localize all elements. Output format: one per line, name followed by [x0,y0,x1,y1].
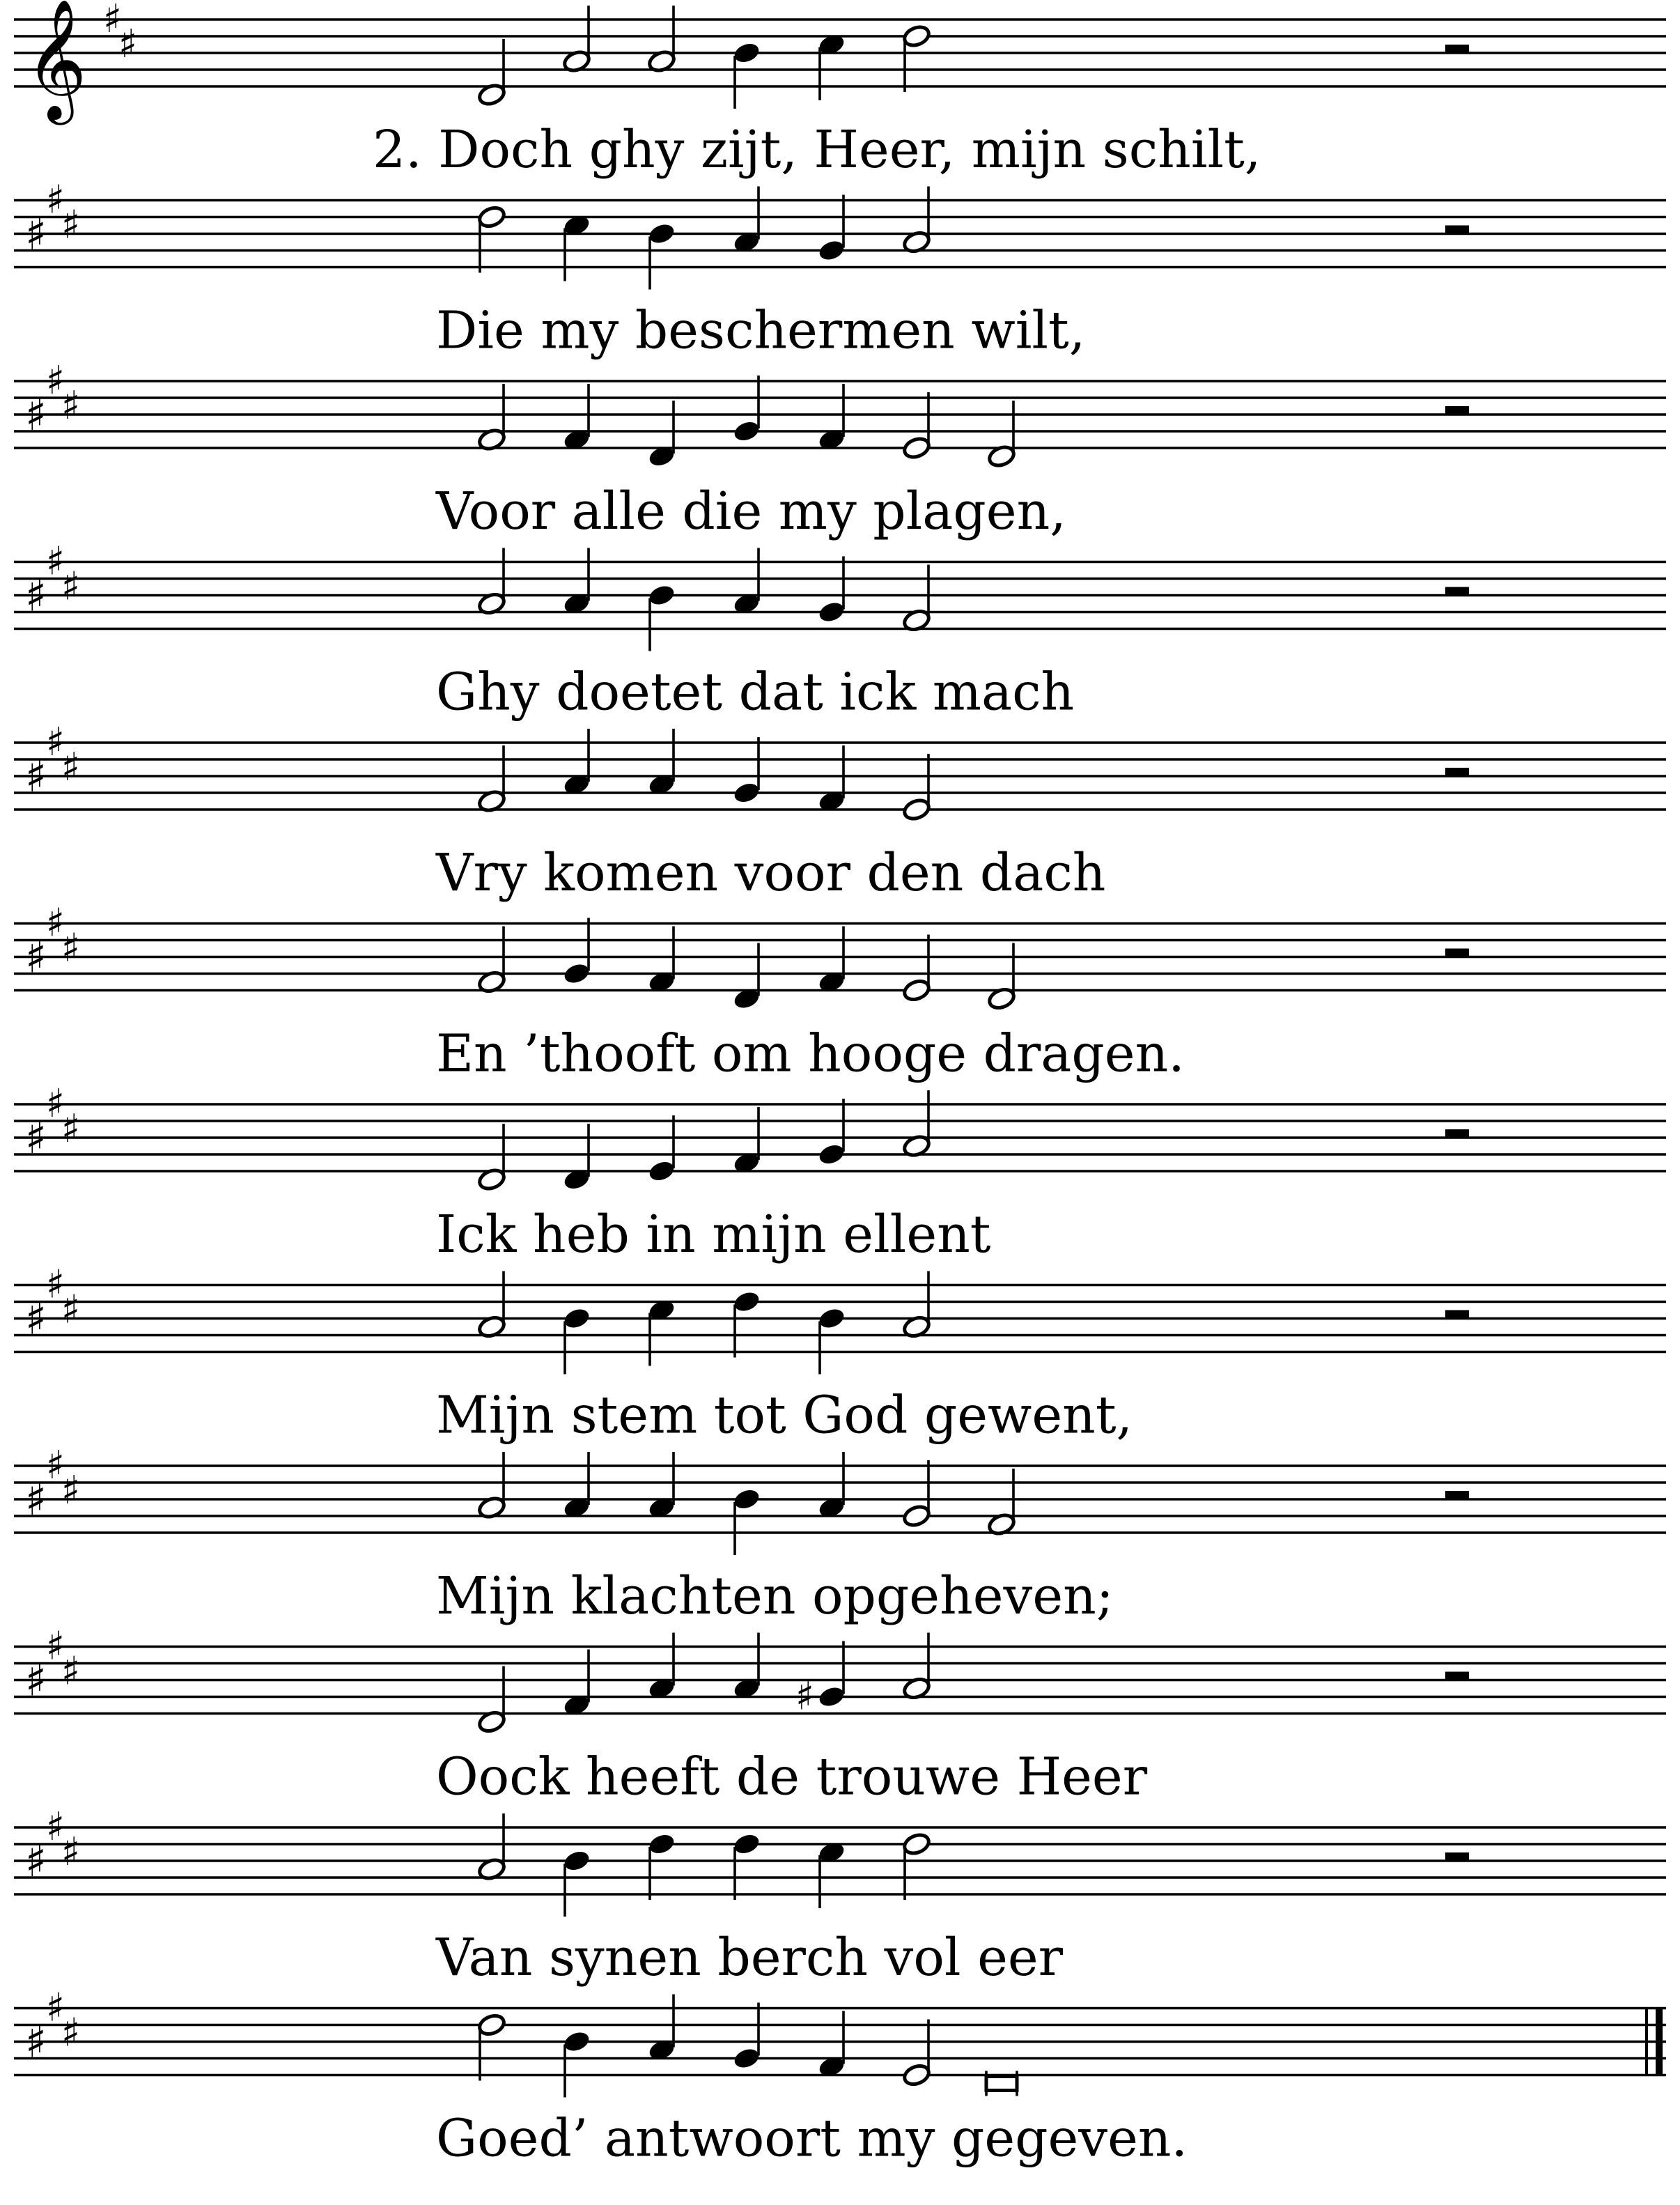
half-rest [1445,1310,1469,1319]
half-rest [1445,768,1469,776]
note [477,745,506,814]
half-notehead [902,24,931,49]
half-rest [1445,587,1469,596]
staff-system [14,1624,1666,1807]
staff-system [14,358,1666,541]
note [902,1090,931,1159]
clef-mark: ♯ [25,1474,47,1526]
note [477,1124,506,1192]
note [562,213,591,281]
key-signature-sharp: ♯ [61,1648,81,1694]
half-rest [1445,226,1469,234]
breve-notehead [986,2077,1017,2091]
key-signature-sharp: ♯ [46,720,65,765]
key-signature-sharp: ♯ [46,177,65,223]
key-signature-sharp: ♯ [46,358,65,403]
note [817,745,846,814]
quarter-notehead [732,40,761,65]
quarter-notehead [817,1685,846,1710]
note [477,1666,506,1735]
note [477,1813,506,1882]
half-notehead [902,1832,931,1857]
note [817,557,846,625]
note [817,1452,846,1520]
key-signature-sharp: ♯ [46,1081,65,1127]
lyric-line: Mijn stem tot God gewent, [436,1385,1133,1446]
note [477,205,506,273]
note [817,1306,846,1375]
staff-system [14,1443,1666,1626]
clef-mark: ♯ [25,389,47,441]
key-signature-sharp: ♯ [46,1443,65,1488]
note [647,1633,676,1701]
note [732,1633,761,1701]
note [732,1487,761,1555]
staff-system [14,539,1666,722]
note [562,384,591,452]
clef-mark: ♯ [25,931,47,984]
lyric-line: Oock heeft de trouwe Heer [436,1747,1148,1807]
clef-mark: ♯ [25,1113,47,1164]
sharp-accidental: ♯ [795,1673,815,1719]
note [562,1848,591,1917]
staff-system [14,1804,1666,1988]
staff-system [14,1081,1666,1264]
key-signature-sharp: ♯ [46,1985,65,2031]
note [562,548,591,617]
lyric-line: Van synen berch vol eer [436,1928,1064,1988]
note [817,195,846,263]
half-notehead [902,435,931,461]
key-signature-sharp: ♯ [46,1623,65,1669]
staff-system [14,1262,1666,1446]
note [902,1633,931,1701]
note [902,1832,931,1900]
note [902,1460,931,1529]
half-rest [1445,1852,1469,1861]
clef-mark: ♯ [25,1655,47,1707]
note [647,927,676,995]
key-signature-sharp: ♯ [61,745,81,790]
note [647,1298,676,1366]
quarter-notehead [732,1290,761,1315]
lyric-line: Vry komen voor den dach [436,843,1106,903]
lyric-line: Mijn klachten opgeheven; [436,1566,1114,1626]
quarter-notehead [817,1142,846,1167]
note [477,1271,506,1340]
note [562,729,591,797]
key-signature-sharp: ♯ [46,1262,65,1308]
note [477,384,506,452]
note [732,376,761,444]
quarter-notehead [562,2029,591,2055]
lyric-line: 2. Doch ghy zijt, Heer, mijn schilt, [373,120,1261,180]
note [732,1107,761,1175]
key-signature-sharp: ♯ [46,900,65,946]
clef-mark: ♯ [25,208,47,261]
note [647,1995,676,2063]
note [477,548,506,617]
key-signature-sharp: ♯ [46,539,65,585]
staff-system [14,901,1666,1084]
staff-systems [14,0,1666,2169]
note [817,2011,846,2080]
note [732,548,761,617]
half-notehead [902,978,931,1003]
note [817,1840,846,1908]
note [562,2029,591,2098]
note [817,1099,846,1167]
half-rest [1445,406,1469,415]
quarter-notehead [647,1832,676,1857]
quarter-notehead [647,583,676,608]
note [817,384,846,452]
half-rest [1445,1129,1469,1138]
quarter-notehead [562,961,591,987]
note [562,6,591,74]
key-signature-sharp: ♯ [46,1804,65,1850]
note [732,943,761,1012]
note [562,1124,591,1192]
key-signature-sharp: ♯ [61,383,81,428]
key-signature-sharp: ♯ [61,925,81,971]
note [732,1290,761,1358]
key-signature-sharp: ♯ [103,0,123,42]
note [987,401,1016,469]
note [732,187,761,255]
key-signature-sharp: ♯ [61,1106,81,1152]
note [647,1452,676,1520]
note [647,1832,676,1900]
lyric-line: Ghy doetet dat ick mach [436,662,1075,722]
quarter-notehead [647,1159,676,1184]
lyric-line: Voor alle die my plagen, [436,481,1066,541]
quarter-notehead [732,780,761,805]
lyric-line: Die my beschermen wilt, [436,300,1086,361]
note [647,222,676,290]
half-rest [1445,45,1469,53]
note [732,737,761,805]
key-signature-sharp: ♯ [118,22,138,67]
note [902,565,931,633]
note [987,1469,1016,1537]
lyric-line: Goed’ antwoort my gegeven. [436,2108,1188,2169]
note [902,187,931,255]
note [647,1115,676,1184]
note [562,1452,591,1520]
note [902,1271,931,1340]
note [562,1650,591,1718]
quarter-notehead [732,1487,761,1512]
clef-mark: ♯ [25,1836,47,1887]
note [732,1832,761,1900]
note [817,32,846,100]
note [732,2003,761,2071]
note [647,6,676,74]
key-signature-sharp: ♯ [61,1829,81,1875]
note [987,943,1016,1012]
quarter-notehead [817,238,846,263]
staff-system [14,720,1666,903]
staff-system [14,178,1666,361]
note [477,1452,506,1520]
note [647,401,676,469]
quarter-notehead [732,419,761,444]
quarter-notehead [647,222,676,247]
note [902,754,931,822]
treble-clef: 𝄞 [25,0,87,120]
note [647,729,676,797]
clef-mark: ♯ [25,1293,47,1345]
note [902,2020,931,2088]
note [647,583,676,651]
quarter-notehead [732,2046,761,2071]
key-signature-sharp: ♯ [61,1468,81,1513]
clef-mark: ♯ [25,570,47,622]
key-signature-sharp: ♯ [61,2010,81,2056]
quarter-notehead [562,1848,591,1873]
quarter-notehead [562,1306,591,1331]
note [562,918,591,987]
half-notehead [477,2013,506,2038]
lyric-line: Ick heb in mijn ellent [436,1205,991,1264]
quarter-notehead [732,1832,761,1857]
note [562,1306,591,1375]
note [477,39,506,107]
clef-mark: ♯ [25,751,47,803]
half-notehead [902,1503,931,1529]
key-signature-sharp: ♯ [61,564,81,610]
staff-system [14,1986,1666,2169]
half-notehead [902,797,931,822]
note [477,927,506,995]
half-rest [1445,949,1469,957]
quarter-notehead [817,1306,846,1331]
lyric-line: En ’thooft om hooge dragen. [436,1023,1185,1084]
key-signature-sharp: ♯ [61,202,81,248]
note [902,935,931,1003]
note [732,40,761,109]
half-notehead [902,2063,931,2088]
note [902,24,931,92]
quarter-notehead [817,600,846,625]
note [817,927,846,995]
note [902,392,931,461]
half-notehead [477,205,506,230]
staff-system [14,0,1666,180]
half-rest [1445,1672,1469,1680]
key-signature-sharp: ♯ [61,1287,81,1333]
half-rest [1445,1491,1469,1499]
clef-mark: ♯ [25,2016,47,2068]
note [477,2013,506,2081]
